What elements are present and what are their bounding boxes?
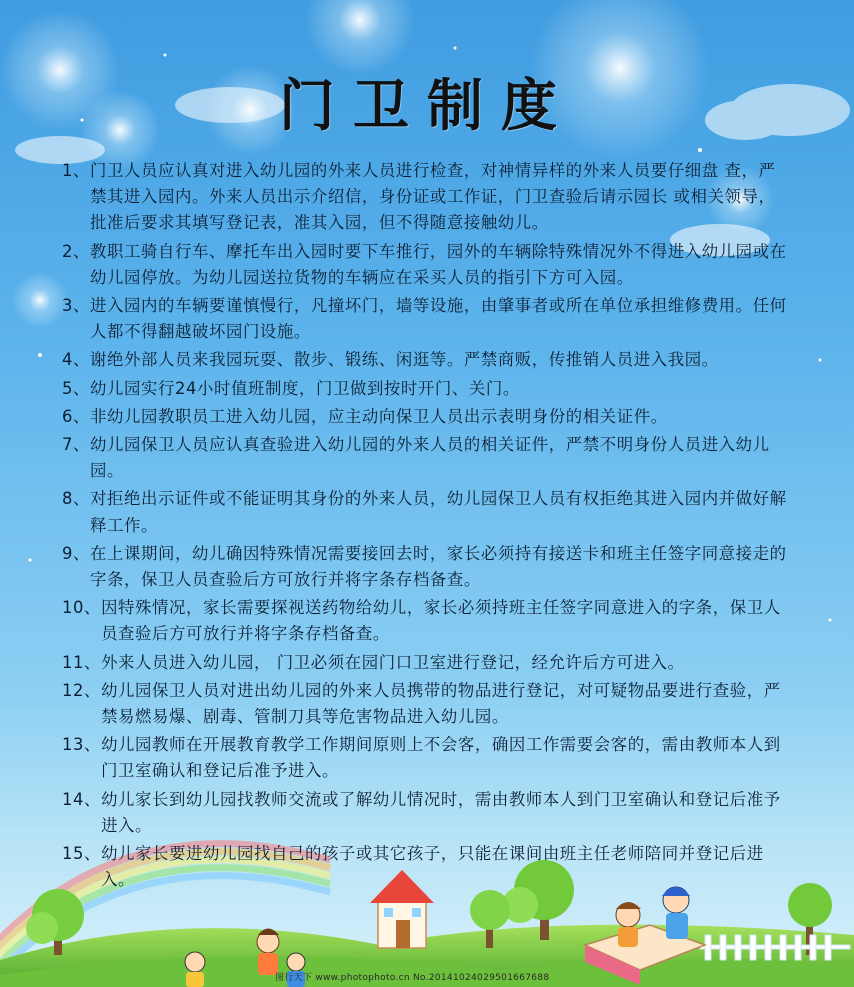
list-item	[62, 404, 792, 430]
list-item	[62, 678, 792, 730]
rule-text: 幼儿园保卫人员对进出幼儿园的外来人员携带的物品进行登记，对可疑物品要进行查验，严禁易燃易爆、剧毒、管制刀具等危害物品进入幼儿园。	[101, 680, 781, 727]
rule-text: 外来人员进入幼儿园， 门卫必须在园门口卫室进行登记，经允许后方可进入。	[101, 652, 685, 672]
rule-number: 7、	[62, 435, 91, 455]
rule-text: 幼儿园实行24小时值班制度，门卫做到按时开门、关门。	[90, 378, 520, 398]
rule-number: 1、	[62, 161, 91, 180]
rule-text: 非幼儿园教职员工进入幼儿园，应主动向保卫人员出示表明身份的相关证件。	[90, 406, 668, 426]
list-item	[62, 376, 792, 402]
rule-text: 幼儿家长到幼儿园找教师交流或了解幼儿情况时，需由教师本人到门卫室确认和登记后准予进入。	[101, 789, 781, 835]
rule-text: 幼儿园保卫人员应认真查验进入幼儿园的外来人员的相关证件，严禁不明身份人员进入幼儿园。	[90, 435, 770, 481]
list-item	[62, 650, 792, 676]
list-item	[62, 732, 792, 784]
rule-text: 门卫人员应认真对进入幼儿园的外来人员进行检查，对神情异样的外来人员要仔细盘 查，严禁其进入园内。外来人员出示介绍信，身份证或工作证，门卫查验后请示园长 或相关领导，批准后要求其填写登记表，准其入园，但不得随意接触幼儿。	[90, 161, 776, 233]
rule-text: 进入园内的车辆要谨慎慢行，凡撞坏门，墙等设施，由肇事者或所在单位承担维修费用。任何人都不得翻越破坏园门设施。	[90, 296, 787, 342]
list-item	[62, 841, 792, 893]
rules-list	[62, 158, 792, 895]
list-item	[62, 432, 792, 484]
rule-text: 对拒绝出示证件或不能证明其身份的外来人员，幼儿园保卫人员有权拒绝其进入园内并做好解释工作。	[90, 489, 787, 535]
list-item	[62, 293, 792, 345]
list-item	[62, 787, 792, 839]
rule-number: 8、	[62, 489, 91, 509]
rule-text: 因特殊情况，家长需要探视送药物给幼儿，家长必须持班主任签字同意进入的字条，保卫人员查验后方可放行并将字条存档备查。	[101, 598, 781, 644]
rule-text: 在上课期间，幼儿确因特殊情况需要接回去时，家长必须持有接送卡和班主任签字同意接走的字条，保卫人员查验后方可放行并将字条存档备查。	[90, 543, 787, 590]
rule-text: 幼儿家长要进幼儿园找自己的孩子或其它孩子，只能在课间由班主任老师陪同并登记后进入。	[101, 844, 764, 890]
rule-text: 教职工骑自行车、摩托车出入园时要下车推行，园外的车辆除特殊情况外不得进入幼儿园或在幼儿园停放。为幼儿园送拉货物的车辆应在采买人员的指引下方可入园。	[90, 241, 787, 287]
rule-number: 2、	[62, 241, 91, 261]
rule-text: 幼儿园教师在开展教育教学工作期间原则上不会客，确因工作需要会客的，需由教师本人到门卫室确认和登记后准予进入。	[101, 735, 781, 781]
rule-number: 15、	[62, 844, 102, 864]
list-item	[62, 347, 792, 373]
rule-number: 12、	[62, 680, 102, 700]
list-item	[62, 239, 792, 291]
rule-number: 13、	[62, 735, 102, 755]
list-item	[62, 595, 792, 647]
page-title: 门卫制度	[279, 73, 575, 139]
rule-number: 9、	[62, 543, 91, 563]
rule-number: 3、	[62, 296, 91, 316]
watermark: 图行天下 www.photophoto.cn No.20141024029501667688	[275, 973, 550, 983]
rule-number: 4、	[62, 350, 91, 370]
rule-text: 谢绝外部人员来我园玩耍、散步、锻练、闲逛等。严禁商贩，传推销人员进入我园。	[90, 350, 719, 370]
list-item	[62, 486, 792, 538]
rule-number: 10、	[62, 598, 102, 618]
rule-number: 5、	[62, 378, 91, 398]
rule-number: 14、	[62, 789, 102, 809]
list-item	[62, 158, 792, 237]
rule-number: 11、	[62, 652, 102, 672]
rule-number: 6、	[62, 406, 91, 426]
list-item	[62, 541, 792, 593]
